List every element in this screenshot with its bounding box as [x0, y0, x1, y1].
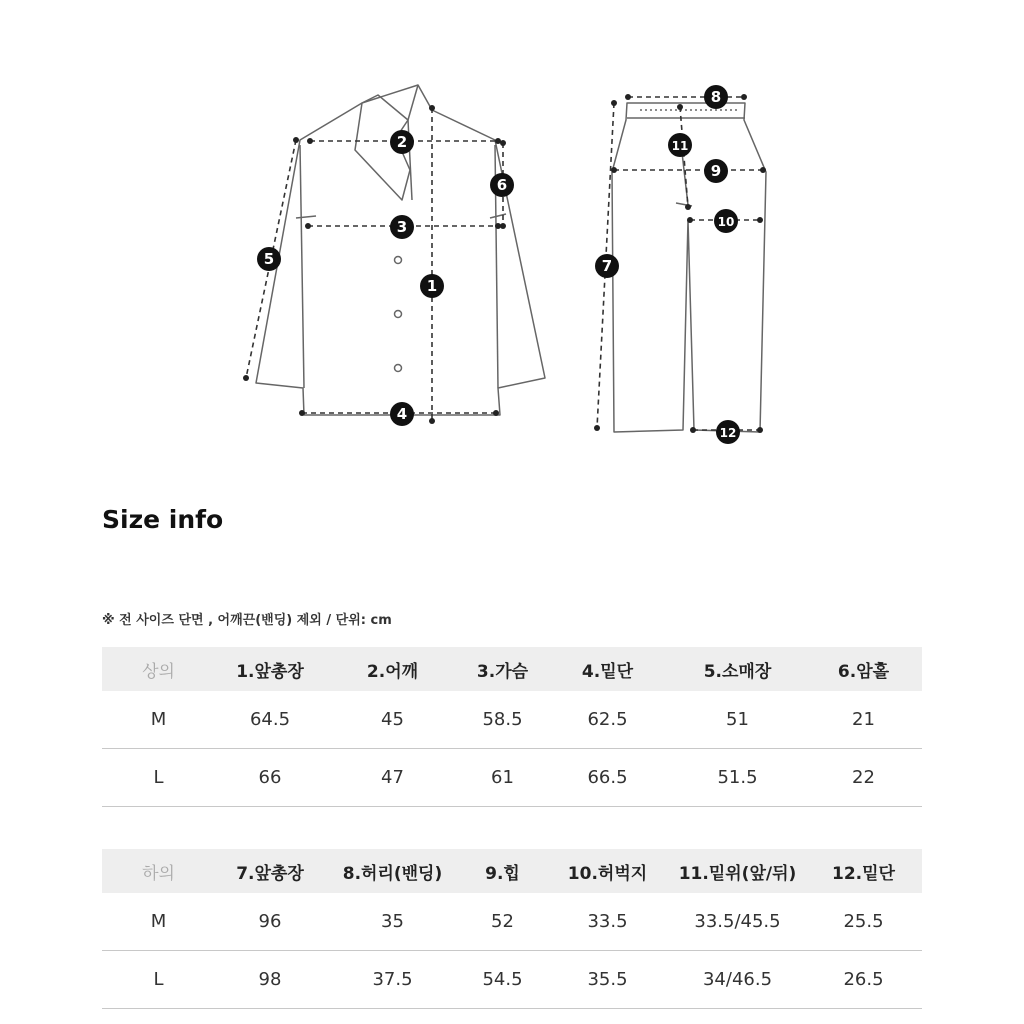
size-info-heading: Size info: [102, 505, 224, 534]
marker-7-label: 7: [601, 257, 613, 275]
marker-9: [704, 159, 728, 183]
bottom-size-table: [102, 849, 922, 1009]
bottom-col-front-length: 7.앞총장: [215, 849, 325, 893]
table-cell: 47: [325, 749, 460, 807]
bottom-col-waist: 8.허리(밴딩): [325, 849, 460, 893]
marker-8: [704, 85, 728, 109]
table-cell: 22: [805, 749, 922, 807]
bottom-table-category: 하의: [102, 849, 215, 893]
table-cell: 33.5/45.5: [670, 893, 805, 951]
marker-2: [390, 130, 414, 154]
top-col-armhole: 6.암홀: [805, 647, 922, 691]
table-cell: 58.5: [460, 691, 545, 749]
table-cell: 96: [215, 893, 325, 951]
bottom-table-header-row: [102, 849, 922, 893]
size-label: L: [102, 749, 215, 807]
marker-5: [257, 247, 281, 271]
table-cell: 66.5: [545, 749, 670, 807]
bottom-col-rise: 11.밑위(앞/뒤): [670, 849, 805, 893]
top-size-table: [102, 647, 922, 807]
marker-11: [668, 133, 692, 157]
bottom-col-hip: 9.힙: [460, 849, 545, 893]
top-table-category: 상의: [102, 647, 215, 691]
top-col-sleeve-length: 5.소매장: [670, 647, 805, 691]
table-row: [102, 893, 922, 951]
table-cell: 51: [670, 691, 805, 749]
table-cell: 61: [460, 749, 545, 807]
marker-5-label: 5: [263, 250, 275, 268]
table-cell: 54.5: [460, 951, 545, 1009]
marker-10: [714, 209, 738, 233]
table-cell: 21: [805, 691, 922, 749]
marker-6-label: 6: [496, 176, 508, 194]
table-cell: 64.5: [215, 691, 325, 749]
marker-7: [595, 254, 619, 278]
marker-11-label: 11: [671, 139, 689, 153]
marker-12: [716, 420, 740, 444]
bottom-col-thigh: 10.허벅지: [545, 849, 670, 893]
table-row: [102, 691, 922, 749]
measurement-diagram: [0, 0, 1024, 470]
size-label: M: [102, 893, 215, 951]
top-table-header-row: [102, 647, 922, 691]
table-cell: 52: [460, 893, 545, 951]
table-row: [102, 951, 922, 1009]
table-cell: 35.5: [545, 951, 670, 1009]
table-cell: 34/46.5: [670, 951, 805, 1009]
top-col-hem: 4.밑단: [545, 647, 670, 691]
size-label: L: [102, 951, 215, 1009]
top-col-shoulder: 2.어깨: [325, 647, 460, 691]
bottom-col-hem: 12.밑단: [805, 849, 922, 893]
table-cell: 26.5: [805, 951, 922, 1009]
table-cell: 66: [215, 749, 325, 807]
table-cell: 45: [325, 691, 460, 749]
marker-4-label: 4: [396, 405, 408, 423]
marker-1: [420, 274, 444, 298]
table-cell: 35: [325, 893, 460, 951]
size-label: M: [102, 691, 215, 749]
table-row: [102, 749, 922, 807]
table-cell: 51.5: [670, 749, 805, 807]
marker-9-label: 9: [710, 162, 722, 180]
marker-3: [390, 215, 414, 239]
table-cell: 25.5: [805, 893, 922, 951]
top-col-chest: 3.가슴: [460, 647, 545, 691]
marker-2-label: 2: [396, 133, 408, 151]
measurement-note: ※ 전 사이즈 단면 , 어깨끈(밴딩) 제외 / 단위: cm: [102, 613, 392, 628]
top-col-front-length: 1.앞총장: [215, 647, 325, 691]
table-cell: 33.5: [545, 893, 670, 951]
table-cell: 98: [215, 951, 325, 1009]
marker-8-label: 8: [710, 88, 722, 106]
marker-1-label: 1: [426, 277, 438, 295]
marker-6: [490, 173, 514, 197]
marker-10-label: 10: [717, 215, 735, 229]
marker-12-label: 12: [719, 426, 737, 440]
table-cell: 62.5: [545, 691, 670, 749]
table-cell: 37.5: [325, 951, 460, 1009]
marker-3-label: 3: [396, 218, 408, 236]
marker-4: [390, 402, 414, 426]
